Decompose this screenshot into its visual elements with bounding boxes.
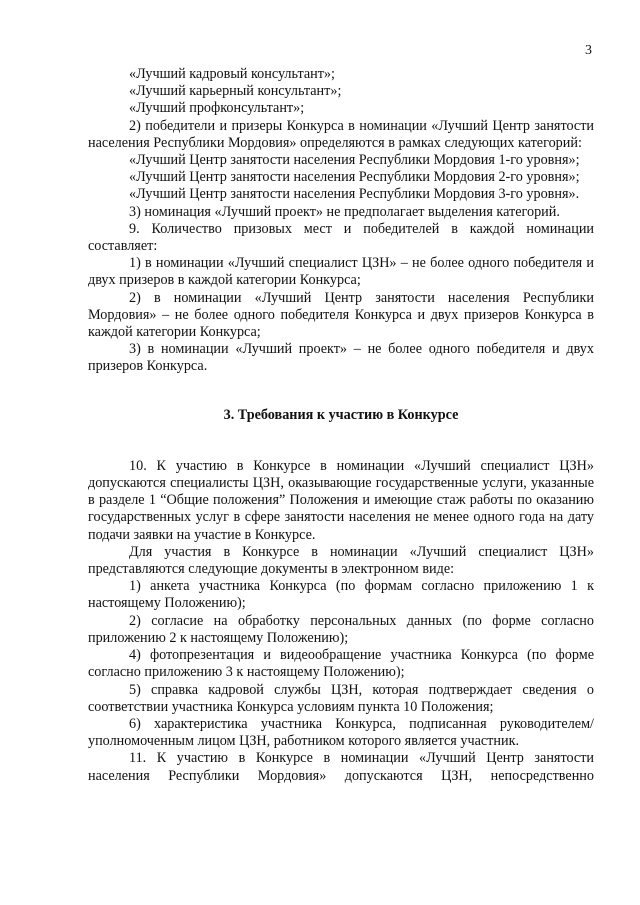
paragraph: 9. Количество призовых мест и победителей в каждой номинации составляет: xyxy=(88,220,594,255)
paragraph: Для участия в Конкурсе в номинации «Лучший специалист ЦЗН» представляются следующие документы в электронном виде: xyxy=(88,543,594,578)
list-item: 6) характеристика участника Конкурса, подписанная руководителем/ уполномоченным лицом ЦЗН, работником которого является участник. xyxy=(88,715,594,750)
paragraph: 10. К участию в Конкурсе в номинации «Лучший специалист ЦЗН» допускаются специалисты ЦЗН, оказывающие государственные услуги, указанные в разделе 1 “Общие положения” Положения и имеющие стаж работы по оказанию государственных услуг в сфере занятости населения не менее одного года на дату подачи заявки на участие в Конкурсе. xyxy=(88,457,594,543)
nomination-item: «Лучший кадровый консультант»; xyxy=(129,66,335,82)
document-body xyxy=(88,66,594,785)
list-item: 3) в номинации «Лучший проект» – не более одного победителя и двух призеров Конкурса. xyxy=(88,341,594,375)
list-item: 4) фотопрезентация и видеообращение участника Конкурса (по форме согласно приложению 3 к настоящему Положению); xyxy=(88,647,594,681)
category-item: «Лучший Центр занятости населения Республики Мордовия 3-го уровня». xyxy=(129,186,580,203)
paragraph: 3) номинация «Лучший проект» не предполагает выделения категорий. xyxy=(129,203,560,220)
paragraph: 11. К участию в Конкурсе в номинации «Лучший Центр занятости населения Республики Мордовия» допускаются ЦЗН, непосредственно xyxy=(88,750,594,784)
category-item: «Лучший Центр занятости населения Республики Мордовия 2-го уровня»; xyxy=(129,169,580,186)
nomination-item: «Лучший карьерный консультант»; xyxy=(129,83,342,100)
section-heading: 3. Требования к участию в Конкурсе xyxy=(223,406,459,423)
category-item: «Лучший Центр занятости населения Республики Мордовия 1-го уровня»; xyxy=(129,152,580,169)
list-item: 1) анкета участника Конкурса (по формам согласно приложению 1 к настоящему Положению); xyxy=(88,578,594,612)
list-item: 1) в номинации «Лучший специалист ЦЗН» – не более одного победителя и двух призеров в каждой категории Конкурса; xyxy=(88,255,594,289)
list-item: 2) в номинации «Лучший Центр занятости населения Республики Мордовия» – не более одного победителя Конкурса и двух призеров Конкурса в каждой категории Конкурса; xyxy=(88,289,594,341)
list-item: 2) согласие на обработку персональных данных (по форме согласно приложению 2 к настоящему Положению); xyxy=(88,612,594,646)
nomination-item: «Лучший профконсультант»; xyxy=(129,100,305,117)
paragraph: 2) победители и призеры Конкурса в номинации «Лучший Центр занятости населения Республики Мордовия» определяются в рамках следующих категорий: xyxy=(88,117,594,151)
page-number: 3 xyxy=(585,43,592,58)
list-item: 5) справка кадровой службы ЦЗН, которая подтверждает сведения о соответствии участника Конкурса условиям пункта 10 Положения; xyxy=(88,681,594,715)
